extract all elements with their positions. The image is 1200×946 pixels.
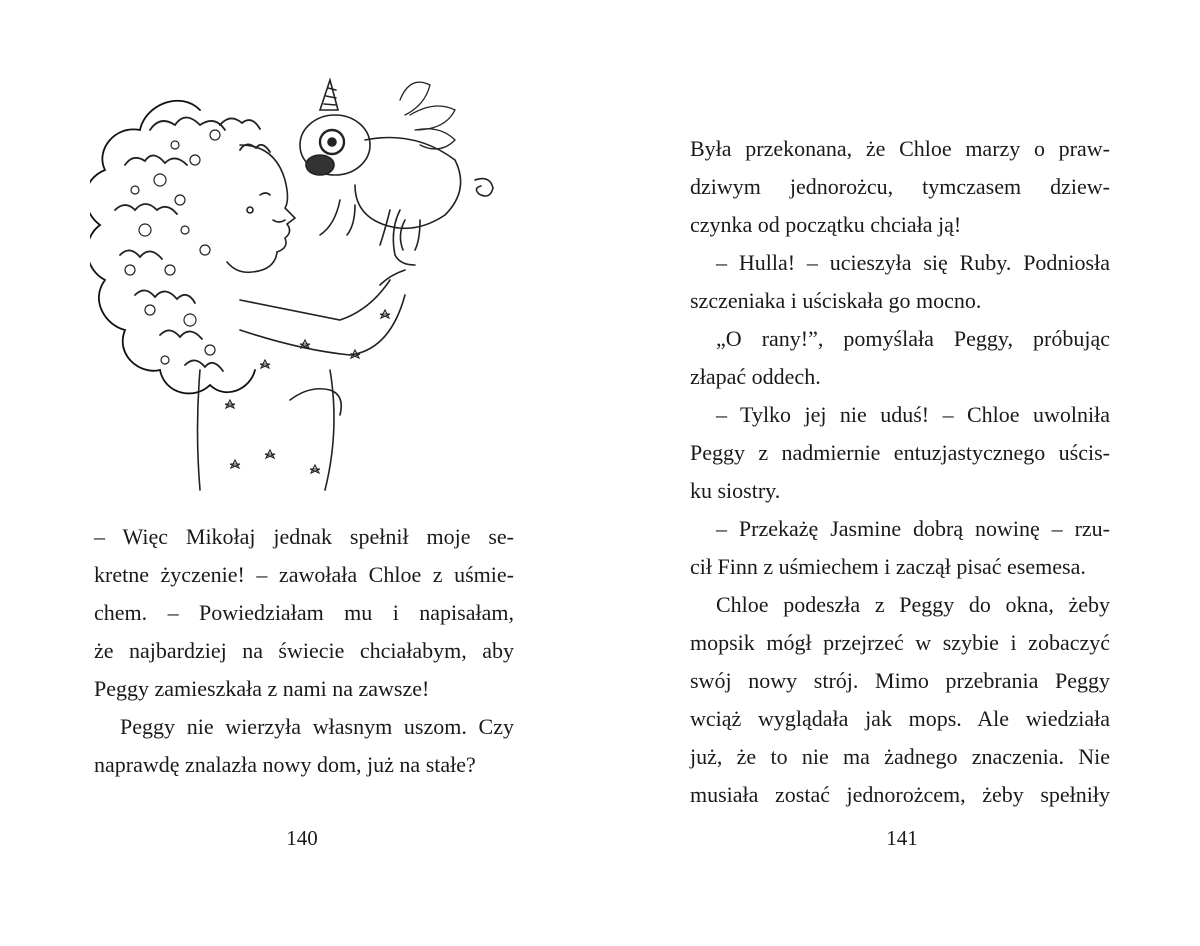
text-line: Była przekonana, że Chloe marzy o praw-: [690, 136, 1110, 161]
text-line: Peggy zamieszkała z nami na zawsze!: [94, 676, 430, 701]
right-page-text: [690, 130, 1110, 814]
paragraph: [690, 320, 1110, 396]
text-line: czynka od początku chciała ją!: [690, 212, 962, 237]
text-line: szczeniaka i uściskała go mocno.: [690, 288, 982, 313]
text-line: dziwym jednorożcu, tymczasem dziew-: [690, 174, 1110, 199]
right-page: [600, 0, 1200, 946]
paragraph: [690, 244, 1110, 320]
paragraph: [94, 708, 514, 784]
text-line: mopsik mógł przejrzeć w szybie i zobaczyć: [690, 630, 1110, 655]
text-line: swój nowy strój. Mimo przebrania Peggy: [690, 668, 1110, 693]
left-page-text: [94, 518, 514, 784]
text-line: – Tylko jej nie uduś! – Chloe uwolniła: [716, 402, 1110, 427]
girl-face: [227, 145, 295, 272]
text-line: Peggy z nadmiernie entuzjastycznego uścis-: [690, 440, 1110, 465]
text-line: – Przekażę Jasmine dobrą nowinę – rzu-: [716, 516, 1110, 541]
text-line: kretne życzenie! – zawołała Chloe z uśmie-: [94, 562, 514, 587]
text-line: „O rany!”, pomyślała Peggy, próbując: [716, 326, 1110, 351]
girl-holding-unicorn-pug-illustration: [90, 70, 520, 500]
text-line: już, że to nie ma żadnego znaczenia. Nie: [690, 744, 1110, 769]
girl-torso: [198, 280, 406, 490]
paragraph: [690, 130, 1110, 244]
paragraph: [690, 396, 1110, 510]
text-line: musiała zostać jednorożcem, żeby spełniły: [690, 782, 1110, 807]
text-line: Chloe podeszła z Peggy do okna, żeby: [716, 592, 1110, 617]
text-line: – Hulla! – ucieszyła się Ruby. Podniosła: [716, 250, 1110, 275]
girl-hands: [380, 210, 415, 285]
text-line: że najbardziej na świecie chciałabym, aby: [94, 638, 514, 663]
paragraph: [690, 510, 1110, 586]
text-line: naprawdę znalazła nowy dom, już na stałe?: [94, 752, 476, 777]
text-line: złapać oddech.: [690, 364, 821, 389]
text-line: ku siostry.: [690, 478, 781, 503]
page-number: 141: [886, 826, 918, 850]
text-line: cił Finn z uśmiechem i zaczął pisać esemesa.: [690, 554, 1086, 579]
unicorn-pug: [300, 80, 493, 250]
page-number: 140: [286, 826, 318, 850]
text-line: – Więc Mikołaj jednak spełnił moje se-: [94, 524, 514, 549]
text-line: Peggy nie wierzyła własnym uszom. Czy: [120, 714, 514, 739]
paragraph: [94, 518, 514, 708]
text-line: chem. – Powiedziałam mu i napisałam,: [94, 600, 514, 625]
text-line: wciąż wyglądała jak mops. Ale wiedziała: [690, 706, 1110, 731]
paragraph: [690, 586, 1110, 814]
